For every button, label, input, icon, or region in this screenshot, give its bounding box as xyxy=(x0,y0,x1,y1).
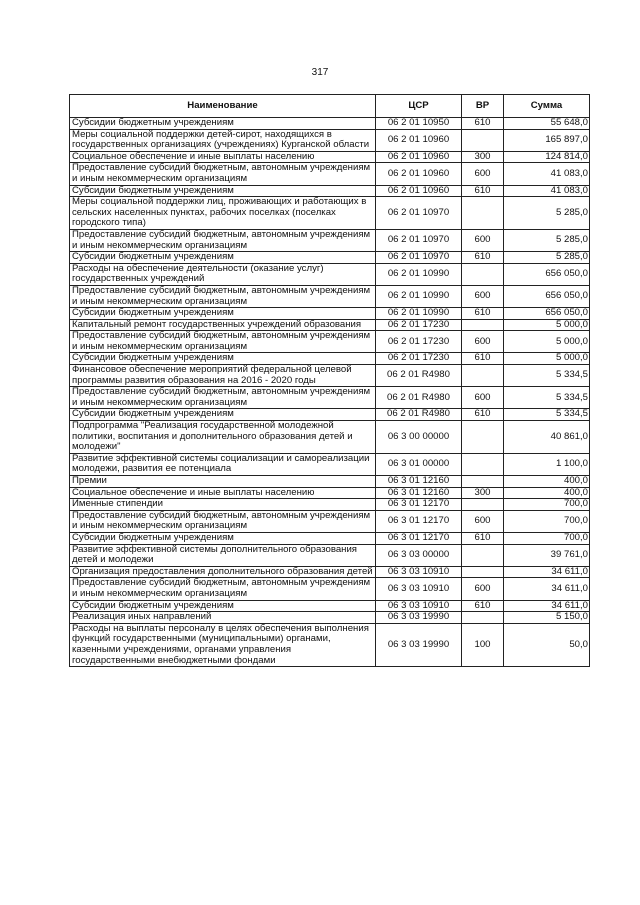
cell-sum: 165 897,0 xyxy=(504,129,590,151)
cell-vr: 610 xyxy=(462,600,504,612)
cell-name: Предоставление субсидий бюджетным, автономным учреждениям и иным некоммерческим организациям xyxy=(70,578,376,600)
cell-sum: 34 611,0 xyxy=(504,600,590,612)
cell-csr: 06 3 01 00000 xyxy=(376,453,462,475)
cell-vr xyxy=(462,197,504,230)
table-row xyxy=(70,365,590,387)
cell-sum: 5 150,0 xyxy=(504,612,590,624)
cell-name: Субсидии бюджетным учреждениям xyxy=(70,185,376,197)
cell-sum: 34 611,0 xyxy=(504,566,590,578)
cell-csr: 06 2 01 10960 xyxy=(376,185,462,197)
cell-sum: 700,0 xyxy=(504,532,590,544)
cell-sum: 50,0 xyxy=(504,623,590,666)
cell-csr: 06 3 03 10910 xyxy=(376,600,462,612)
header-csr: ЦСР xyxy=(376,95,462,118)
cell-sum: 400,0 xyxy=(504,487,590,499)
cell-sum: 5 285,0 xyxy=(504,197,590,230)
cell-name: Финансовое обеспечение мероприятий федеральной целевой программы развития образования на 2016 - 2020 годы xyxy=(70,365,376,387)
cell-vr xyxy=(462,566,504,578)
cell-name: Предоставление субсидий бюджетным, автономным учреждениям и иным некоммерческим организациям xyxy=(70,285,376,307)
cell-csr: 06 3 03 00000 xyxy=(376,544,462,566)
cell-name: Меры социальной поддержки детей-сирот, находящихся в государственных организациях (учреждениях) Курганской области xyxy=(70,129,376,151)
table-row xyxy=(70,600,590,612)
cell-csr: 06 2 01 10960 xyxy=(376,151,462,163)
cell-vr: 600 xyxy=(462,229,504,251)
cell-name: Предоставление субсидий бюджетным, автономным учреждениям и иным некоммерческим организациям xyxy=(70,387,376,409)
cell-sum: 5 000,0 xyxy=(504,353,590,365)
table-row xyxy=(70,510,590,532)
cell-csr: 06 2 01 10990 xyxy=(376,263,462,285)
table-row xyxy=(70,252,590,264)
cell-sum: 700,0 xyxy=(504,510,590,532)
cell-csr: 06 2 01 R4980 xyxy=(376,365,462,387)
cell-sum: 5 285,0 xyxy=(504,252,590,264)
cell-sum: 5 000,0 xyxy=(504,331,590,353)
cell-csr: 06 2 01 10970 xyxy=(376,252,462,264)
cell-vr: 300 xyxy=(462,151,504,163)
cell-csr: 06 2 01 10960 xyxy=(376,163,462,185)
cell-name: Субсидии бюджетным учреждениям xyxy=(70,532,376,544)
cell-csr: 06 2 01 R4980 xyxy=(376,409,462,421)
table-row xyxy=(70,319,590,331)
cell-csr: 06 3 01 12170 xyxy=(376,499,462,511)
cell-vr: 300 xyxy=(462,487,504,499)
table-row xyxy=(70,532,590,544)
cell-vr xyxy=(462,544,504,566)
cell-name: Расходы на выплаты персоналу в целях обеспечения выполнения функций государственными (муниципальными) органами, казенными учреждениями, органами управления государственными внебюджетными фондами xyxy=(70,623,376,666)
cell-name: Предоставление субсидий бюджетным, автономным учреждениям и иным некоммерческим организациям xyxy=(70,163,376,185)
cell-sum: 55 648,0 xyxy=(504,118,590,130)
table-row xyxy=(70,476,590,488)
cell-vr: 600 xyxy=(462,578,504,600)
cell-csr: 06 2 01 10990 xyxy=(376,308,462,320)
table-row xyxy=(70,229,590,251)
table-row xyxy=(70,163,590,185)
cell-vr xyxy=(462,365,504,387)
cell-sum: 41 083,0 xyxy=(504,185,590,197)
cell-sum: 5 334,5 xyxy=(504,387,590,409)
cell-name: Социальное обеспечение и иные выплаты населению xyxy=(70,487,376,499)
cell-csr: 06 2 01 17230 xyxy=(376,331,462,353)
cell-csr: 06 2 01 17230 xyxy=(376,319,462,331)
header-name: Наименование xyxy=(70,95,376,118)
cell-vr xyxy=(462,612,504,624)
cell-vr: 100 xyxy=(462,623,504,666)
cell-sum: 700,0 xyxy=(504,499,590,511)
cell-vr: 610 xyxy=(462,118,504,130)
table-row xyxy=(70,331,590,353)
cell-vr xyxy=(462,476,504,488)
cell-sum: 40 861,0 xyxy=(504,421,590,454)
table-row xyxy=(70,612,590,624)
cell-name: Предоставление субсидий бюджетным, автономным учреждениям и иным некоммерческим организациям xyxy=(70,510,376,532)
cell-sum: 41 083,0 xyxy=(504,163,590,185)
cell-csr: 06 3 03 19990 xyxy=(376,623,462,666)
cell-vr xyxy=(462,421,504,454)
cell-name: Расходы на обеспечение деятельности (оказание услуг) государственных учреждений xyxy=(70,263,376,285)
cell-vr: 610 xyxy=(462,185,504,197)
cell-csr: 06 2 01 10970 xyxy=(376,229,462,251)
table-row xyxy=(70,387,590,409)
table-header xyxy=(70,95,590,118)
table-row xyxy=(70,151,590,163)
cell-csr: 06 3 03 10910 xyxy=(376,566,462,578)
cell-name: Капитальный ремонт государственных учреждений образования xyxy=(70,319,376,331)
cell-vr: 600 xyxy=(462,331,504,353)
table-row xyxy=(70,308,590,320)
cell-csr: 06 3 00 00000 xyxy=(376,421,462,454)
cell-sum: 1 100,0 xyxy=(504,453,590,475)
cell-name: Именные стипендии xyxy=(70,499,376,511)
cell-vr xyxy=(462,129,504,151)
cell-name: Предоставление субсидий бюджетным, автономным учреждениям и иным некоммерческим организациям xyxy=(70,331,376,353)
cell-csr: 06 2 01 17230 xyxy=(376,353,462,365)
cell-csr: 06 2 01 10970 xyxy=(376,197,462,230)
table-row xyxy=(70,263,590,285)
cell-csr: 06 3 01 12160 xyxy=(376,476,462,488)
header-sum: Сумма xyxy=(504,95,590,118)
cell-name: Субсидии бюджетным учреждениям xyxy=(70,600,376,612)
cell-name: Организация предоставления дополнительного образования детей xyxy=(70,566,376,578)
table-row xyxy=(70,285,590,307)
cell-vr xyxy=(462,263,504,285)
table-row xyxy=(70,623,590,666)
page-number: 317 xyxy=(311,67,329,78)
table-row xyxy=(70,499,590,511)
cell-csr: 06 3 03 19990 xyxy=(376,612,462,624)
cell-csr: 06 3 03 10910 xyxy=(376,578,462,600)
cell-csr: 06 2 01 R4980 xyxy=(376,387,462,409)
cell-vr: 600 xyxy=(462,510,504,532)
table-row xyxy=(70,566,590,578)
cell-csr: 06 2 01 10960 xyxy=(376,129,462,151)
table-row xyxy=(70,421,590,454)
cell-name: Субсидии бюджетным учреждениям xyxy=(70,409,376,421)
table-row xyxy=(70,353,590,365)
table-row xyxy=(70,544,590,566)
cell-sum: 656 050,0 xyxy=(504,285,590,307)
table-row xyxy=(70,197,590,230)
cell-name: Меры социальной поддержки лиц, проживающих и работающих в сельских населенных пунктах, рабочих поселках (поселках городского типа) xyxy=(70,197,376,230)
cell-csr: 06 3 01 12170 xyxy=(376,532,462,544)
cell-csr: 06 3 01 12160 xyxy=(376,487,462,499)
cell-vr: 610 xyxy=(462,409,504,421)
cell-name: Предоставление субсидий бюджетным, автономным учреждениям и иным некоммерческим организациям xyxy=(70,229,376,251)
table-row xyxy=(70,129,590,151)
cell-vr: 610 xyxy=(462,532,504,544)
header-row xyxy=(70,95,590,118)
table-row xyxy=(70,185,590,197)
cell-csr: 06 2 01 10950 xyxy=(376,118,462,130)
cell-sum: 656 050,0 xyxy=(504,263,590,285)
cell-name: Подпрограмма "Реализация государственной молодежной политики, воспитания и дополнительного образования детей и молодежи" xyxy=(70,421,376,454)
cell-name: Субсидии бюджетным учреждениям xyxy=(70,252,376,264)
cell-name: Субсидии бюджетным учреждениям xyxy=(70,308,376,320)
cell-csr: 06 2 01 10990 xyxy=(376,285,462,307)
table-row xyxy=(70,487,590,499)
table-row xyxy=(70,118,590,130)
cell-sum: 400,0 xyxy=(504,476,590,488)
cell-vr: 600 xyxy=(462,163,504,185)
cell-name: Социальное обеспечение и иные выплаты населению xyxy=(70,151,376,163)
cell-vr xyxy=(462,453,504,475)
cell-vr xyxy=(462,499,504,511)
cell-name: Субсидии бюджетным учреждениям xyxy=(70,118,376,130)
cell-sum: 5 000,0 xyxy=(504,319,590,331)
cell-name: Премии xyxy=(70,476,376,488)
table-row xyxy=(70,578,590,600)
cell-vr: 610 xyxy=(462,252,504,264)
budget-table xyxy=(69,94,590,667)
cell-name: Развитие эффективной системы дополнительного образования детей и молодежи xyxy=(70,544,376,566)
table-row xyxy=(70,453,590,475)
cell-name: Реализация иных направлений xyxy=(70,612,376,624)
cell-sum: 124 814,0 xyxy=(504,151,590,163)
cell-name: Субсидии бюджетным учреждениям xyxy=(70,353,376,365)
cell-sum: 39 761,0 xyxy=(504,544,590,566)
cell-sum: 656 050,0 xyxy=(504,308,590,320)
cell-sum: 5 285,0 xyxy=(504,229,590,251)
cell-vr: 610 xyxy=(462,308,504,320)
cell-name: Развитие эффективной системы социализации и самореализации молодежи, развития ее потенциала xyxy=(70,453,376,475)
header-vr: ВР xyxy=(462,95,504,118)
cell-vr: 600 xyxy=(462,285,504,307)
cell-sum: 5 334,5 xyxy=(504,409,590,421)
cell-vr: 600 xyxy=(462,387,504,409)
table-body xyxy=(70,118,590,667)
cell-sum: 34 611,0 xyxy=(504,578,590,600)
cell-sum: 5 334,5 xyxy=(504,365,590,387)
cell-vr: 610 xyxy=(462,353,504,365)
cell-csr: 06 3 01 12170 xyxy=(376,510,462,532)
cell-vr xyxy=(462,319,504,331)
table-row xyxy=(70,409,590,421)
